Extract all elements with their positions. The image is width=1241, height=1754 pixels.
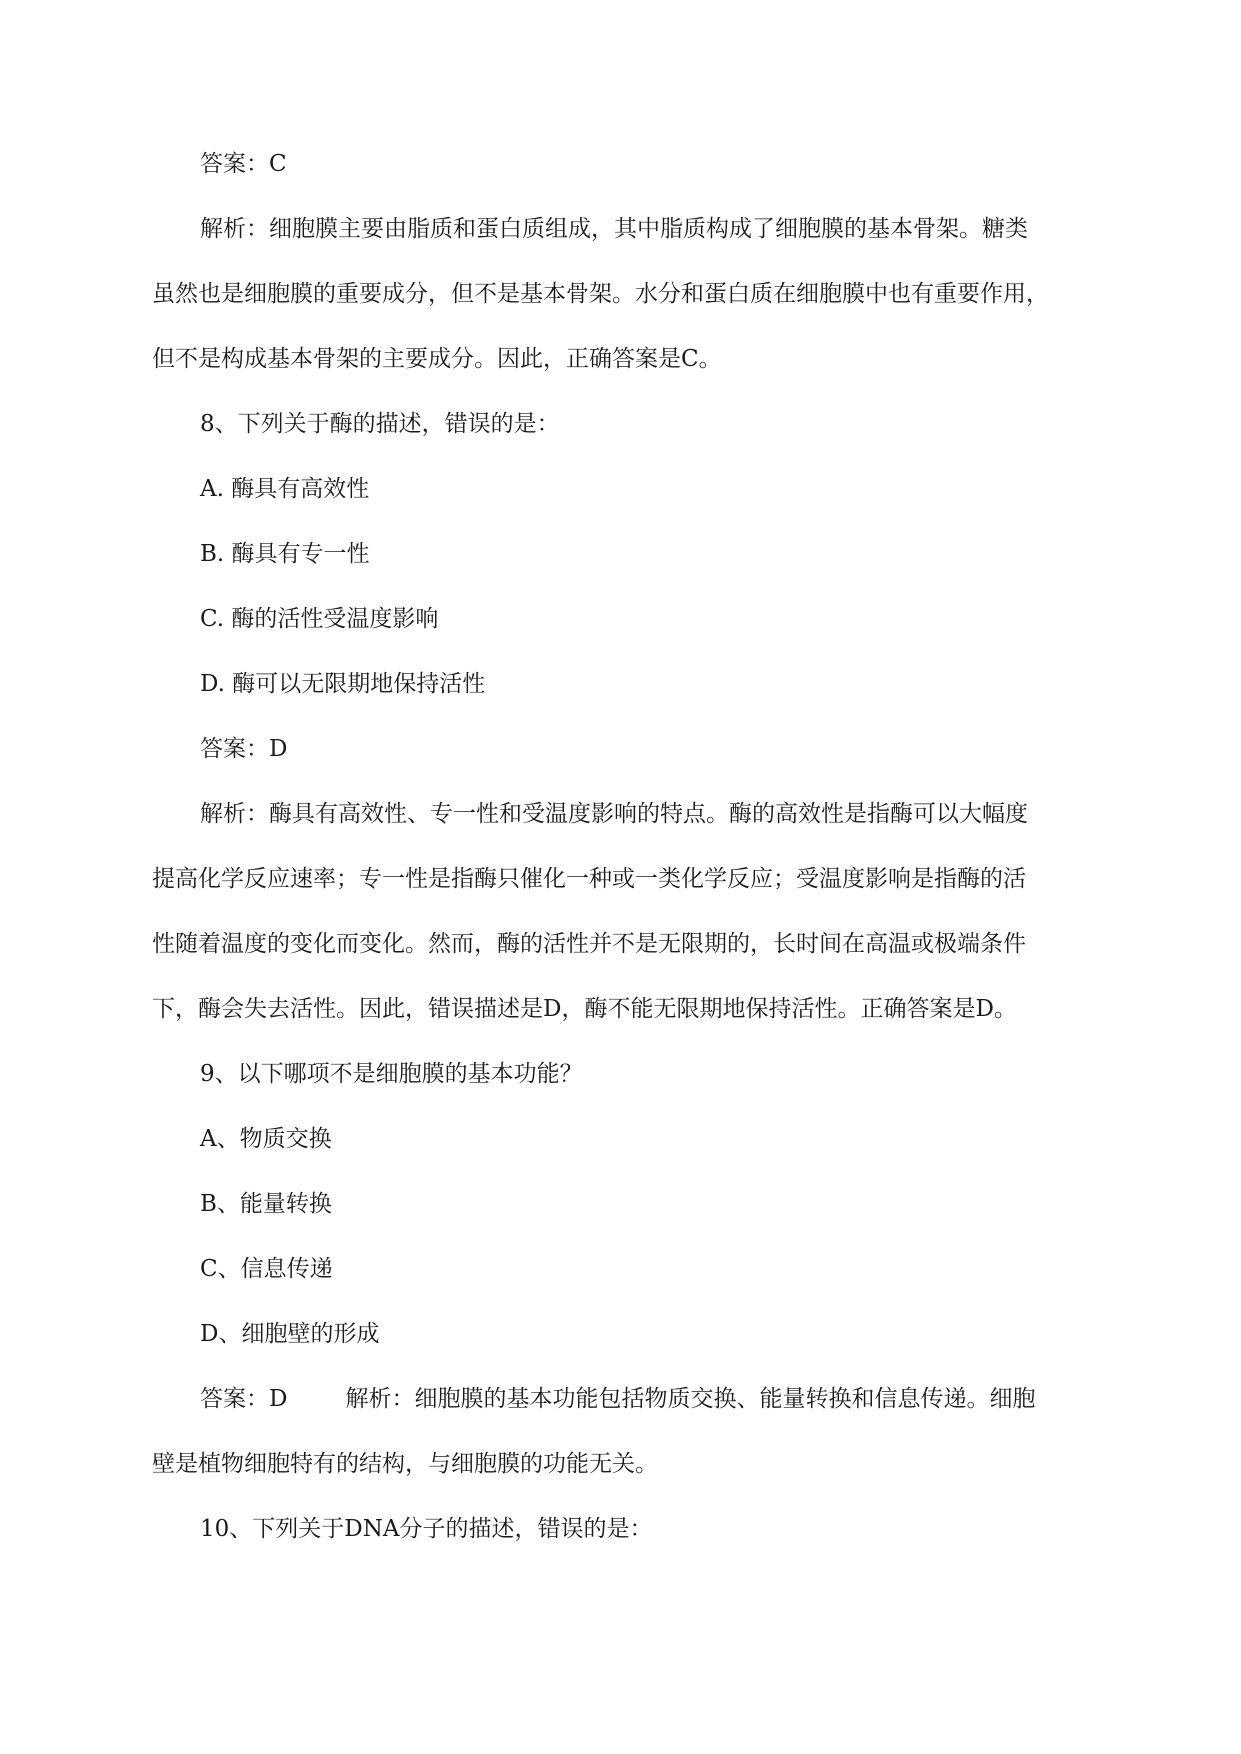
q7-analysis-line-1: 解析：细胞膜主要由脂质和蛋白质组成，其中脂质构成了细胞膜的基本骨架。糖类 [200, 216, 1028, 242]
q8-option-a-block [152, 473, 1092, 505]
q9-answer: 答案：D [200, 1386, 288, 1412]
q7-analysis [152, 213, 1092, 375]
q8-analysis-line-4: 下，酶会失去活性。因此，错误描述是D，酶不能无限期地保持活性。正确答案是D。 [152, 996, 1017, 1022]
q9-option-d: D、细胞壁的形成 [200, 1321, 380, 1347]
q9-question: 9、以下哪项不是细胞膜的基本功能？ [200, 1061, 583, 1087]
q7-answer: 答案：C [200, 151, 287, 177]
q8-analysis-line-1: 解析：酶具有高效性、专一性和受温度影响的特点。酶的高效性是指酶可以大幅度 [200, 801, 1028, 827]
q8-option-b-block [152, 538, 1092, 570]
q8-answer-block [152, 733, 1092, 765]
q8-answer: 答案：D [200, 736, 288, 762]
q7-analysis-line-3: 但不是构成基本骨架的主要成分。因此，正确答案是C。 [152, 346, 722, 372]
q9-option-b-block [152, 1188, 1092, 1220]
q8-option-a: A. 酶具有高效性 [200, 476, 370, 502]
q8-option-c-block [152, 603, 1092, 635]
q9-option-a: A、物质交换 [200, 1126, 332, 1152]
q9-option-c: C、信息传递 [200, 1256, 333, 1282]
q8-question-block [152, 408, 1092, 440]
q9-answer-line [152, 1383, 1092, 1415]
q7-analysis-line-2: 虽然也是细胞膜的重要成分，但不是基本骨架。水分和蛋白质在细胞膜中也有重要作用， [152, 281, 1049, 307]
q9-analysis-line-2: 壁是植物细胞特有的结构，与细胞膜的功能无关。 [152, 1451, 658, 1477]
q7-answer-block [152, 148, 1092, 180]
document-content [152, 148, 1092, 1578]
q9-answer-analysis [152, 1383, 1092, 1480]
q9-question-block [152, 1058, 1092, 1090]
q9-option-b: B、能量转换 [200, 1191, 332, 1217]
q9-option-c-block [152, 1253, 1092, 1285]
q10-question: 10、下列关于DNA分子的描述，错误的是： [200, 1516, 653, 1542]
q8-option-b: B. 酶具有专一性 [200, 541, 370, 567]
q8-option-d: D. 酶可以无限期地保持活性 [200, 671, 486, 697]
q9-option-d-block [152, 1318, 1092, 1350]
q8-analysis-line-2: 提高化学反应速率；专一性是指酶只催化一种或一类化学反应；受温度影响是指酶的活 [152, 866, 1026, 892]
q10-question-block [152, 1513, 1092, 1545]
q9-analysis-line-1: 解析：细胞膜的基本功能包括物质交换、能量转换和信息传递。细胞 [345, 1386, 1036, 1412]
q8-analysis-line-3: 性随着温度的变化而变化。然而，酶的活性并不是无限期的，长时间在高温或极端条件 [152, 931, 1026, 957]
q8-analysis [152, 798, 1092, 1025]
q9-option-a-block [152, 1123, 1092, 1155]
q8-option-c: C. 酶的活性受温度影响 [200, 606, 439, 632]
q8-option-d-block [152, 668, 1092, 700]
q8-question: 8、下列关于酶的描述，错误的是： [200, 411, 560, 437]
